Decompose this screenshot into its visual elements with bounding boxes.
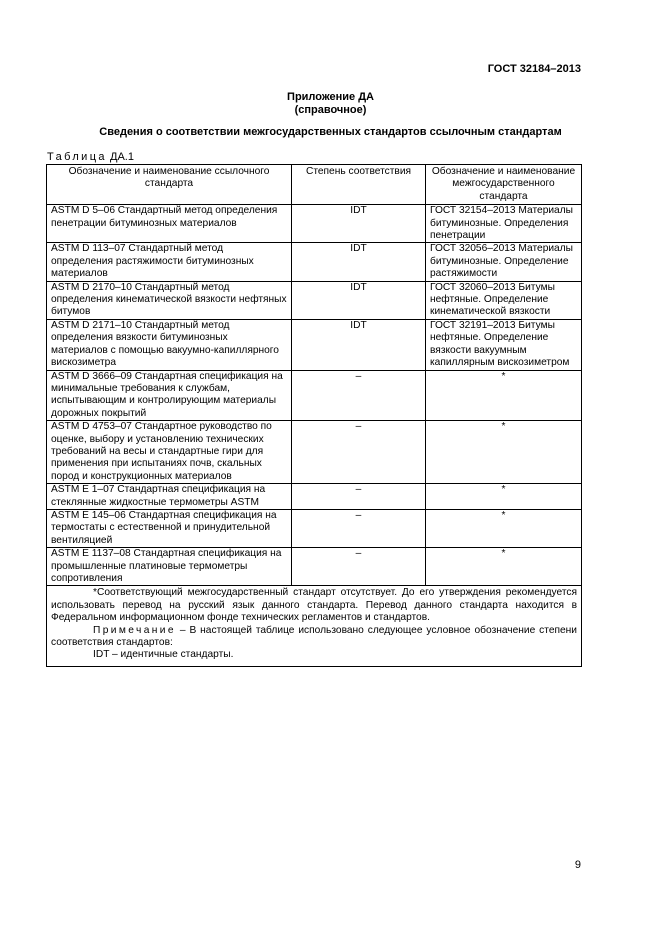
reference-standard-cell: ASTM D 4753–07 Стандартное руководство по оценке, выбору и установлению технических требований на весы и стандартные гири для применения при испытаниях почв, скальных пород и конструкционных материалов — [47, 421, 292, 484]
table-caption-word: Таблица — [47, 151, 107, 163]
section-heading: Сведения о соответствии межгосударственных стандартов ссылочным стандартам — [99, 126, 562, 138]
appendix-title: Приложение ДА — [287, 91, 374, 103]
table-row — [47, 319, 582, 370]
interstate-standard-cell: * — [426, 509, 582, 547]
note-item: IDT – идентичные стандарты. — [93, 649, 234, 661]
note-text: – В настоящей таблице использовано следующее условное обозначение степени соответствия стандартов: — [51, 624, 577, 649]
interstate-standard-cell: * — [426, 370, 582, 421]
degree-cell: – — [292, 484, 426, 510]
degree-cell: IDT — [292, 205, 426, 243]
note-label: Примечание — [93, 624, 176, 636]
interstate-standard-cell: * — [426, 548, 582, 586]
interstate-standard-cell: ГОСТ 32060–2013 Битумы нефтяные. Определение кинематической вязкости — [426, 281, 582, 319]
appendix-title-block — [0, 91, 661, 117]
reference-standard-cell: ASTM D 113–07 Стандартный метод определения растяжимости битуминозных материалов — [47, 243, 292, 281]
column-header-degree: Степень соответствия — [292, 165, 426, 205]
appendix-subtitle: (справочное) — [294, 104, 367, 116]
degree-cell: – — [292, 421, 426, 484]
correspondence-table — [46, 164, 582, 667]
table-row — [47, 509, 582, 547]
table-body — [47, 205, 582, 586]
footnote-cell — [47, 586, 582, 666]
degree-cell: IDT — [292, 281, 426, 319]
footnote-text: *Соответствующий межгосударственный стандарт отсутствует. До его утверждения рекомендуется использовать перевод на русский язык данного стандарта. Перевод данного стандарта находится в Федеральном информационном фонде технических регламентов и стандартов. — [51, 587, 577, 624]
table-row — [47, 421, 582, 484]
table-footnote-row — [47, 586, 582, 666]
page-number: 9 — [574, 859, 581, 871]
degree-cell: IDT — [292, 243, 426, 281]
reference-standard-cell: ASTM E 1–07 Стандартная спецификация на стеклянные жидкостные термометры ASTM — [47, 484, 292, 510]
reference-standard-cell: ASTM D 3666–09 Стандартная спецификация на минимальные требования к службам, испытывающим и контролирующим материалы дорожных покрытий — [47, 370, 292, 421]
note-paragraph — [51, 625, 577, 650]
interstate-standard-cell: ГОСТ 32154–2013 Материалы битуминозные. Определения пенетрации — [426, 205, 582, 243]
degree-cell: IDT — [292, 319, 426, 370]
column-header-reference: Обозначение и наименование ссылочного стандарта — [47, 165, 292, 205]
interstate-standard-cell: ГОСТ 32191–2013 Битумы нефтяные. Определение вязкости вакуумным капиллярным вискозиметром — [426, 319, 582, 370]
reference-standard-cell: ASTM D 2171–10 Стандартный метод определения вязкости битуминозных материалов с помощью вакуумно-капиллярного вискозиметра — [47, 319, 292, 370]
interstate-standard-cell: ГОСТ 32056–2013 Материалы битуминозные. Определение растяжимости — [426, 243, 582, 281]
table-row — [47, 484, 582, 510]
table-row — [47, 243, 582, 281]
table-row — [47, 548, 582, 586]
interstate-standard-cell: * — [426, 421, 582, 484]
interstate-standard-cell: * — [426, 484, 582, 510]
standard-code: ГОСТ 32184–2013 — [487, 63, 581, 75]
table-caption — [47, 151, 134, 163]
reference-standard-cell: ASTM E 145–06 Стандартная спецификация на термостаты с естественной и принудительной вентиляцией — [47, 509, 292, 547]
table-row — [47, 370, 582, 421]
reference-standard-cell: ASTM E 1137–08 Стандартная спецификация на промышленные платиновые термометры сопротивления — [47, 548, 292, 586]
degree-cell: – — [292, 509, 426, 547]
degree-cell: – — [292, 370, 426, 421]
column-header-interstate: Обозначение и наименование межгосударственного стандарта — [426, 165, 582, 205]
reference-standard-cell: ASTM D 2170–10 Стандартный метод определения кинематической вязкости нефтяных битумов — [47, 281, 292, 319]
table-row — [47, 281, 582, 319]
degree-cell: – — [292, 548, 426, 586]
table-header-row — [47, 165, 582, 205]
table-row — [47, 205, 582, 243]
table-caption-number: ДА.1 — [110, 151, 134, 163]
reference-standard-cell: ASTM D 5–06 Стандартный метод определения пенетрации битуминозных материалов — [47, 205, 292, 243]
